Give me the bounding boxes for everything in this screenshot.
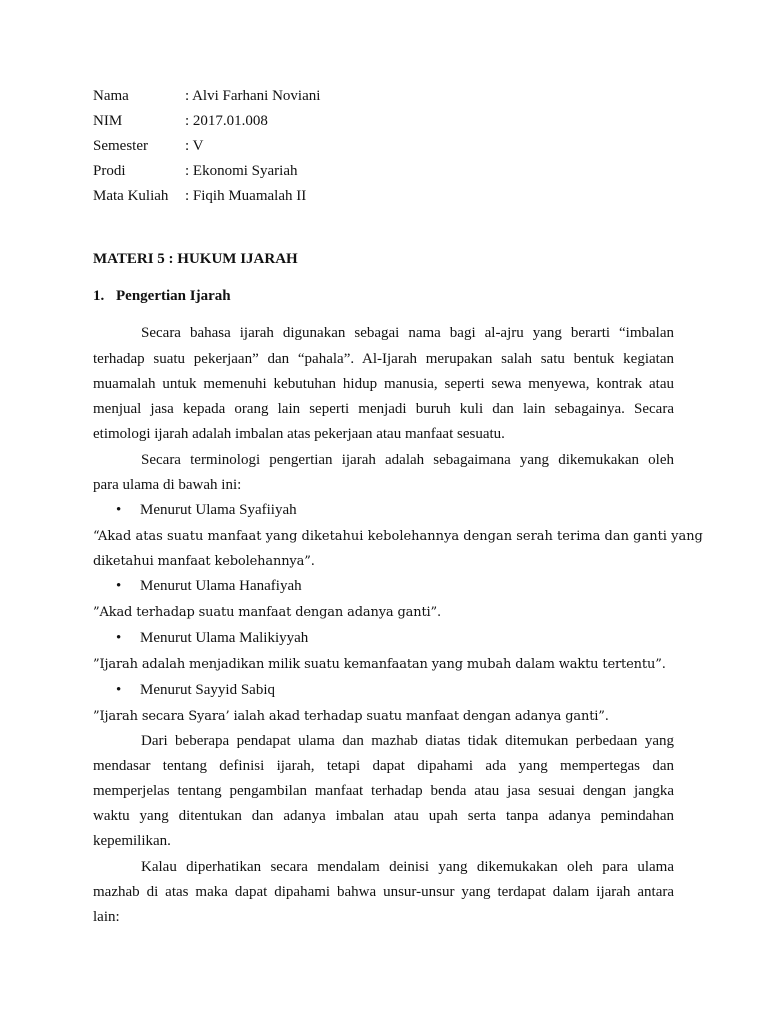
identity-label-mata-kuliah: Mata Kuliah xyxy=(93,188,169,204)
bullet-icon: • xyxy=(116,502,122,518)
list-item xyxy=(116,578,302,595)
identity-value-nim: : 2017.01.008 xyxy=(185,113,268,129)
paragraph-line: mendasar tentang definisi ijarah, tetapi dapat dipahami ada yang mempertegas dan xyxy=(93,758,674,774)
opinion-source: Menurut Ulama Malikiyyah xyxy=(140,630,309,646)
opinion-source: Menurut Ulama Syafiiyah xyxy=(140,502,297,518)
paragraph-line: para ulama di bawah ini: xyxy=(93,477,242,493)
identity-label-semester: Semester xyxy=(93,138,148,154)
paragraph-line: memperjelas tentang pengambilan manfaat terhadap benda atau jasa sesuai dengan jangka xyxy=(93,783,674,799)
identity-value-mata-kuliah: : Fiqih Muamalah II xyxy=(185,188,307,204)
identity-value-nama: : Alvi Farhani Noviani xyxy=(185,88,321,104)
opinion-quote-line: ”Ijarah adalah menjadikan milik suatu kemanfaatan yang mubah dalam waktu tertentu”. xyxy=(93,657,666,672)
opinion-quote-line: “Akad atas suatu manfaat yang diketahui kebolehannya dengan serah terima dan ganti yang xyxy=(93,529,703,544)
list-item xyxy=(116,682,275,699)
paragraph-line: menjual jasa kepada orang lain seperti menjadi buruh kuli dan lain sebagainya. Secara xyxy=(93,401,674,417)
paragraph-line: Secara bahasa ijarah digunakan sebagai nama bagi al-ajru yang berarti “imbalan xyxy=(141,325,674,341)
bullet-icon: • xyxy=(116,630,122,646)
bullet-icon: • xyxy=(116,578,122,594)
list-item xyxy=(116,630,308,647)
paragraph-line: Kalau diperhatikan secara mendalam deinisi yang dikemukakan oleh para ulama xyxy=(141,859,674,875)
paragraph-line: muamalah untuk memenuhi kebutuhan hidup manusia, seperti sewa menyewa, kontrak atau xyxy=(93,376,674,392)
paragraph-line: mazhab di atas maka dapat dipahami bahwa unsur-unsur yang terdapat dalam ijarah antara xyxy=(93,884,674,900)
paragraph-line: waktu yang ditentukan dan adanya imbalan atau upah serta tanpa adanya pemindahan xyxy=(93,808,674,824)
opinion-quote-line: ”Ijarah secara Syara’ ialah akad terhadap suatu manfaat dengan adanya ganti”. xyxy=(93,709,609,724)
section-number: 1. xyxy=(93,288,105,304)
opinion-quote-line: ”Akad terhadap suatu manfaat dengan adanya ganti”. xyxy=(93,605,442,620)
section-heading xyxy=(93,288,231,305)
paragraph-line: Dari beberapa pendapat ulama dan mazhab diatas tidak ditemukan perbedaan yang xyxy=(141,733,674,749)
opinion-source: Menurut Sayyid Sabiq xyxy=(140,682,275,698)
paragraph-line: Secara terminologi pengertian ijarah adalah sebagaimana yang dikemukakan oleh xyxy=(141,452,674,468)
identity-label-prodi: Prodi xyxy=(93,163,126,179)
identity-label-nama: Nama xyxy=(93,88,129,104)
opinion-quote-line: diketahui manfaat kebolehannya”. xyxy=(93,554,315,569)
identity-label-nim: NIM xyxy=(93,113,123,129)
paragraph-line: terhadap suatu pekerjaan” dan “pahala”. Al-Ijarah merupakan salah satu bentuk kegiatan xyxy=(93,351,674,367)
list-item xyxy=(116,502,297,519)
paragraph-line: etimologi ijarah adalah imbalan atas pekerjaan atau manfaat sesuatu. xyxy=(93,426,505,442)
section-title: Pengertian Ijarah xyxy=(116,288,231,304)
document-title: MATERI 5 : HUKUM IJARAH xyxy=(93,251,298,267)
opinion-source: Menurut Ulama Hanafiyah xyxy=(140,578,302,594)
identity-value-prodi: : Ekonomi Syariah xyxy=(185,163,298,179)
bullet-icon: • xyxy=(116,682,122,698)
paragraph-line: lain: xyxy=(93,909,120,925)
paragraph-line: kepemilikan. xyxy=(93,833,171,849)
identity-value-semester: : V xyxy=(185,138,204,154)
